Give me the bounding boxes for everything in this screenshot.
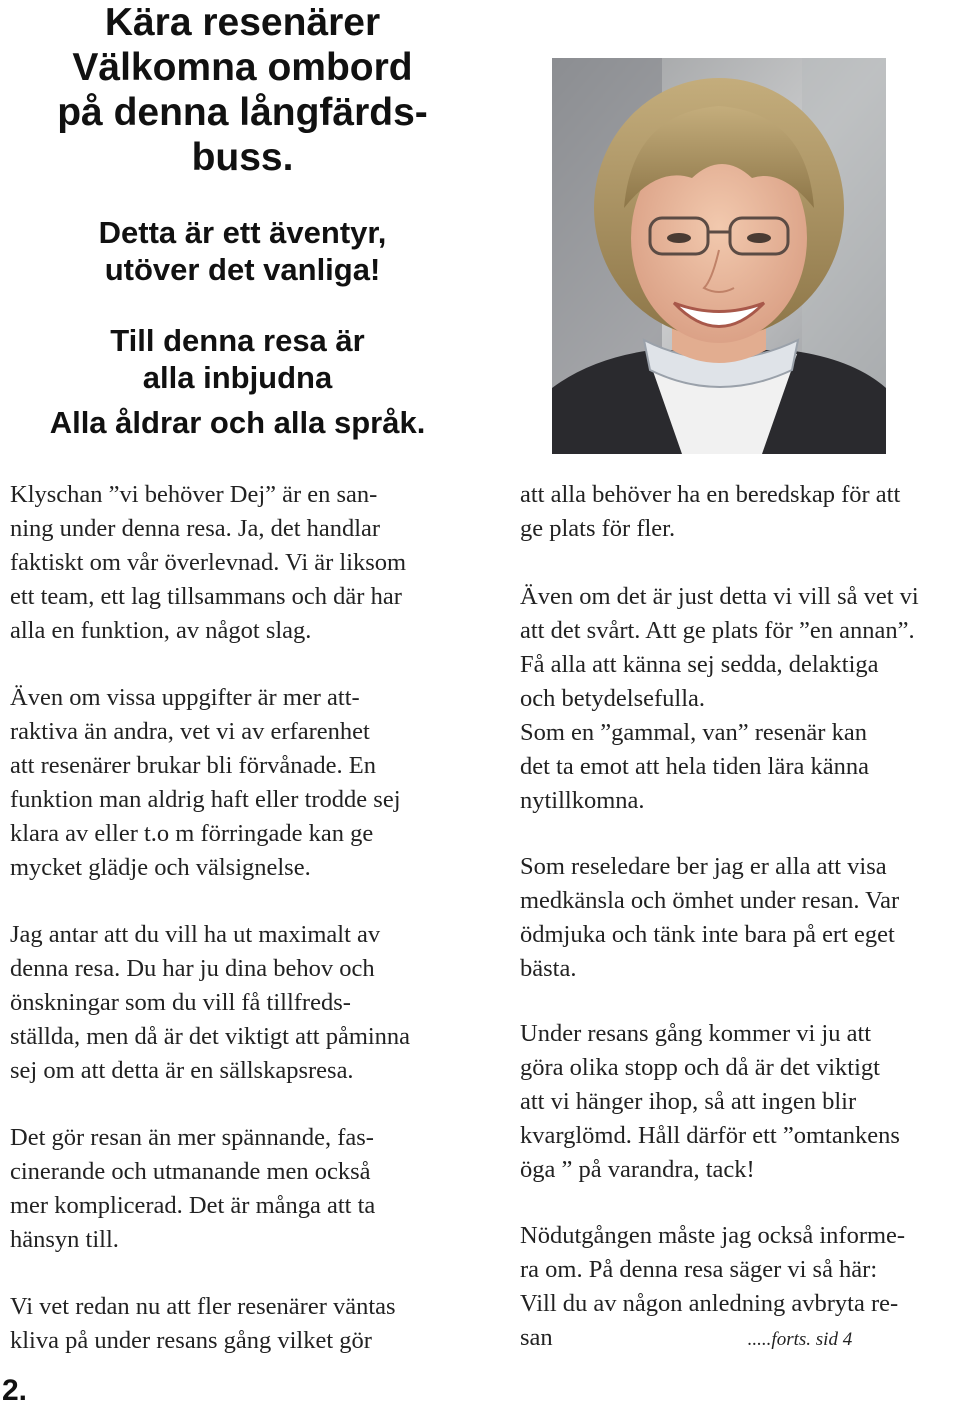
text-line: Under resans gång kommer vi ju att	[520, 1020, 872, 1047]
headline-line: Kära resenärer	[104, 1, 381, 44]
subheading-line: Till denna resa är	[110, 323, 365, 358]
text-line: Det gör resan än mer spännande, fas-	[10, 1124, 374, 1151]
subheading-invitation	[0, 322, 475, 441]
text-line: raktiva än andra, vet vi av erfarenhet	[10, 718, 370, 745]
text-line: Som en ”gammal, van” resenär kan	[520, 719, 867, 746]
final-word: san	[520, 1324, 553, 1351]
right-paragraph	[520, 1219, 954, 1357]
right-paragraph	[520, 478, 954, 546]
page-number: 2.	[2, 1374, 28, 1407]
headline-line: på denna långfärds-	[57, 91, 428, 134]
text-line: Som reseledare ber jag er alla att visa	[520, 853, 887, 880]
text-line: kvarglömd. Håll därför ett ”omtankens	[520, 1122, 900, 1149]
text-line: ning under denna resa. Ja, det handlar	[10, 515, 381, 542]
right-paragraph	[520, 1017, 954, 1187]
portrait-photo	[552, 58, 886, 454]
text-line: ställda, men då är det viktigt att påminna	[10, 1023, 411, 1050]
text-line: cinerande och utmanande men också	[10, 1158, 371, 1185]
text-line: hänsyn till.	[10, 1226, 119, 1253]
text-line: kliva på under resans gång vilket gör	[10, 1327, 372, 1354]
text-line: sej om att detta är en sällskapsresa.	[10, 1057, 354, 1084]
text-line: att det svårt. Att ge plats för ”en annan”.	[520, 617, 915, 644]
text-line	[520, 1321, 954, 1357]
left-paragraph	[10, 918, 448, 1088]
text-line: funktion man aldrig haft eller trodde sej	[10, 786, 401, 813]
right-paragraph	[520, 580, 954, 818]
text-line: ge plats för fler.	[520, 515, 676, 542]
left-paragraph	[10, 681, 448, 885]
right-paragraph	[520, 850, 954, 986]
text-line: Även om det är just detta vi vill så vet vi	[520, 583, 919, 610]
text-line: det ta emot att hela tiden lära känna	[520, 753, 869, 780]
text-line: öga ” på varandra, tack!	[520, 1156, 755, 1183]
text-line: faktiskt om vår överlevnad. Vi är liksom	[10, 549, 407, 576]
text-line: Vill du av någon anledning avbryta re-	[520, 1290, 899, 1317]
text-line: mycket glädje och välsignelse.	[10, 854, 311, 881]
text-line: göra olika stopp och då är det viktigt	[520, 1054, 880, 1081]
text-line: Nödutgången måste jag också informe-	[520, 1222, 906, 1249]
headline-line: buss.	[191, 136, 294, 179]
subheading-line: alla inbjudna	[142, 360, 333, 395]
text-line: önskningar som du vill få tillfreds-	[10, 989, 351, 1016]
text-line: Vi vet redan nu att fler resenärer väntas	[10, 1293, 396, 1320]
text-line: att alla behöver ha en beredskap för att	[520, 481, 901, 508]
continued-note: .....forts. sid 4	[747, 1329, 853, 1350]
text-line: bästa.	[520, 955, 577, 982]
text-line: mer komplicerad. Det är många att ta	[10, 1192, 376, 1219]
left-paragraph	[10, 1121, 448, 1257]
left-paragraph	[10, 1290, 448, 1358]
text-line: nytillkomna.	[520, 787, 645, 814]
subheading-line: utöver det vanliga!	[104, 252, 381, 287]
headline-line: Välkomna ombord	[72, 46, 413, 89]
text-line: och betydelsefulla.	[520, 685, 706, 712]
text-line: alla en funktion, av något slag.	[10, 617, 312, 644]
text-line: att vi hänger ihop, så att ingen blir	[520, 1088, 857, 1115]
text-line: Klyschan ”vi behöver Dej” är en san-	[10, 481, 378, 508]
text-line: Även om vissa uppgifter är mer att-	[10, 684, 360, 711]
text-line: ett team, ett lag tillsammans och där har	[10, 583, 402, 610]
left-paragraph	[10, 478, 448, 648]
headline	[10, 0, 475, 180]
text-line: klara av eller t.o m förringade kan ge	[10, 820, 374, 847]
text-line: Jag antar att du vill ha ut maximalt av	[10, 921, 381, 948]
text-line: Få alla att känna sej sedda, delaktiga	[520, 651, 879, 678]
subheading-line: Alla åldrar och alla språk.	[49, 405, 426, 440]
text-line: denna resa. Du har ju dina behov och	[10, 955, 375, 982]
text-line: ödmjuka och tänk inte bara på ert eget	[520, 921, 895, 948]
text-line: att resenärer brukar bli förvånade. En	[10, 752, 376, 779]
subheading-line: Detta är ett äventyr,	[98, 215, 387, 250]
text-line: medkänsla och ömhet under resan. Var	[520, 887, 900, 914]
subheading-adventure	[10, 214, 475, 288]
text-line: ra om. På denna resa säger vi så här:	[520, 1256, 878, 1283]
